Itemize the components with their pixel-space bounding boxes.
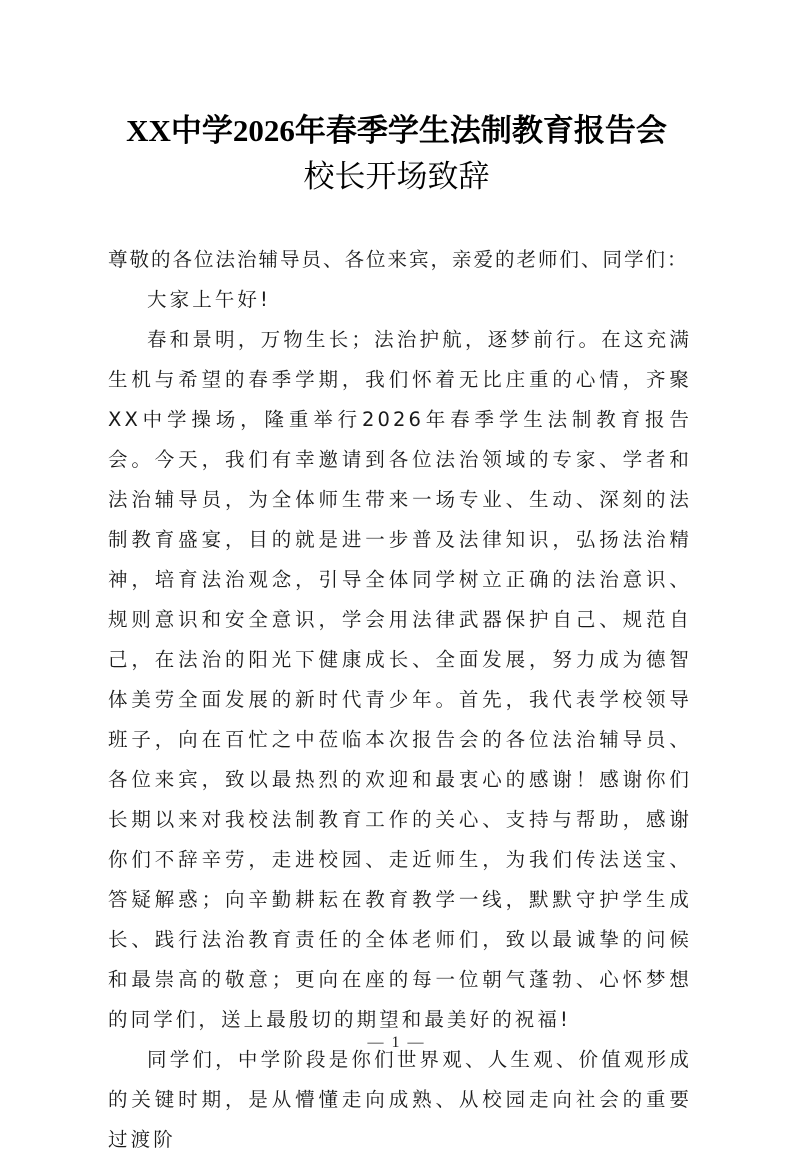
document-subtitle: 校长开场致辞 xyxy=(303,159,490,194)
greeting: 大家上午好! xyxy=(147,288,271,311)
document-title: XX中学2026年春季学生法制教育报告会 xyxy=(126,113,667,148)
salutation: 尊敬的各位法治辅导员、各位来宾，亲爱的老师们、同学们： xyxy=(108,248,689,271)
title-block xyxy=(60,108,733,200)
paragraph: 春和景明，万物生长；法治护航，逐梦前行。在这充满生机与希望的春季学期，我们怀着无比庄重的心情，齐聚XX中学操场，隆重举行2026年春季学生法制教育报告会。今天，我们有幸邀请到各位法治领域的专家、学者和法治辅导员，为全体师生带来一场专业、生动、深刻的法制教育盛宴，目的就是进一步普及法律知识，弘扬法治精神，培育法治观念，引导全体同学树立正确的法治意识、规则意识和安全意识，学会用法律武器保护自己、规范自己，在法治的阳光下健康成长、全面发展，努力成为德智体美劳全面发展的新时代青少年。首先，我代表学校领导班子，向在百忙之中莅临本次报告会的各位法治辅导员、各位来宾，致以最热烈的欢迎和最衷心的感谢！感谢你们长期以来对我校法制教育工作的关心、支持与帮助，感谢你们不辞辛劳，走进校园、走近师生，为我们传法送宝、答疑解惑；向辛勤耕耘在教育教学一线，默默守护学生成长、践行法治教育责任的全体老师们，致以最诚挚的问候和最崇高的敬意；更向在座的每一位朝气蓬勃、心怀梦想的同学们，送上最殷切的期望和最美好的祝福! xyxy=(108,328,692,1031)
document-body xyxy=(108,240,692,1160)
paragraph: 同学们，中学阶段是你们世界观、人生观、价值观形成的关键时期，是从懵懂走向成熟、从校园走向社会的重要过渡阶 xyxy=(108,1048,692,1151)
page-number: — 1 — xyxy=(367,1034,426,1051)
